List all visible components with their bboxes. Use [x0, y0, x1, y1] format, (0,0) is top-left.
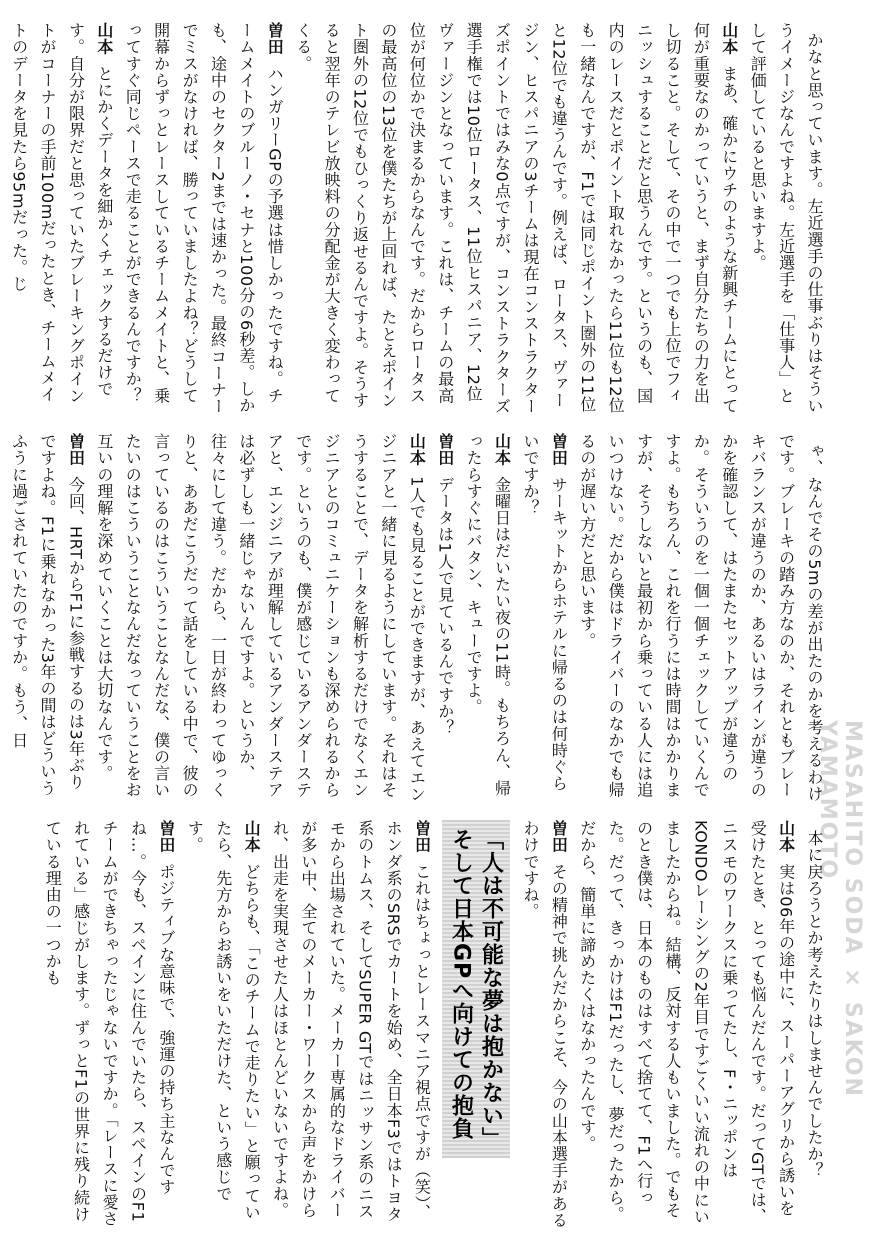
speaker-label: 曽田 — [412, 820, 432, 854]
paragraph — [265, 820, 435, 1230]
text-tier-bottom — [40, 820, 828, 1230]
paragraph-text: まあ、確かにウチのような新興チームにとって何が重要なのかっていうと、まず自分たちの力を出し切ること。そして、その中で一つでも上位でフィニッシュすることだと思うんです。というのも、国内のレースだとポイント取れなかったら11位も12位も一緒なんですが、F1では同じポイント圏外の11位と12位でも違うんです。例えば、ロータス、ヴァージン、ヒスパニアの3チームは現在コンストラクターズポイントではみな0点ですが、コンストラクターズ選手権では10位ロータス、11位ヒスパニア、12位ヴァージンとなっています。これは、チームの最高位が何位かで決まるからなんです。だからロータスの最高位の13位を僕たちが上回れば、たとえポイント圏外の12位でもひっくり返せるんですよ。そうすると翌年のテレビ放映料の分配金が大きく変わってくる。 — [293, 22, 739, 415]
speaker-label: 山本 — [492, 433, 512, 467]
speaker-label: 曽田 — [435, 433, 455, 467]
paragraph-text: どちらも、「このチームで走りたい」と願っていたら、先方からお誘いをいただけた、という感じです。 — [185, 820, 262, 1221]
paragraph — [743, 22, 828, 415]
paragraph — [288, 22, 743, 415]
paragraph-text: 今回、HRTからF1に参戦するのは3年ぶりですよね。F1に乗れなかった3年の間はどういうふうに過ごされていたのですか。もう、日 — [9, 433, 86, 797]
speaker-label: 山本 — [719, 22, 739, 56]
paragraph — [180, 820, 265, 1230]
paragraph — [572, 820, 799, 1230]
speaker-label: 曽田 — [549, 433, 569, 467]
paragraph-text: データは1人で見ているんですか？ — [435, 476, 455, 736]
speaker-label: 曽田 — [66, 433, 86, 467]
speaker-label: 曽田 — [265, 22, 285, 56]
paragraph — [800, 820, 828, 1230]
text-tier-top — [9, 22, 828, 415]
paragraph — [4, 22, 118, 415]
paragraph-text: これはちょっとレースマニア視点ですが（笑）、ホンダ系のSRSでカートを始め、全日本F3ではトヨタ系のトムス、そしてSUPER GTではニッサン系のニスモから出場されていた。メーカー専属的なドライバーが多い中、全てのメーカー・ワークスから声をかけられ、出走を実現させた人はほとんどいないですよね。 — [270, 820, 432, 1223]
paragraph — [89, 433, 430, 803]
speaker-label: 山本 — [776, 820, 796, 854]
paragraph — [38, 820, 180, 1230]
paragraph-text: かなと思っています。左近選手の仕事ぶりはそういうイメージなんですよね。左近選手を「仕事人」として評価していると思いますよ。 — [748, 22, 824, 414]
paragraph-text: 実は06年の途中に、スーパーアグリから誘いを受けたとき、とっても悩んだんです。だってGTでは、ニスモのワークスに乗ってたし、F・ニッポンはKONDOレーシングの2年目ですごくいい流れの中にいましたからね。結構、反対する人もいました。でもそのとき僕は、日本のものはすべて捨てて、F1へ行った。だって、きっかけはF1だったし、夢だったから。だから、簡単に諦めたくはなかったんです。 — [577, 820, 796, 1225]
speaker-label: 曽田 — [156, 820, 176, 854]
paragraph — [430, 433, 458, 803]
speaker-label: 山本 — [94, 22, 114, 56]
text-tier-middle — [9, 433, 828, 803]
section-heading-line-2: そして日本GPへ向けての抱負 — [448, 828, 474, 1141]
paragraph — [516, 820, 573, 1230]
paragraph — [459, 433, 516, 803]
paragraph-text: 1人でも見ることができますが、あえてエンジニアと一緒に見るようにしています。それはそうすることで、データを解析するだけでなくエンジニアとのコミュニケーションも深められるからです。というのも、僕が感じているアンダーステアと、エンジニアが理解しているアンダーステアは必ずしも一緒じゃないんですよ。というか、往々にして違う。だから、一日が終わってゆっくりと、ああだこうだって話をしている中で、彼の言っているのはこういうことなんだな、僕の言いたいのはこういうことなんだなっていうことをお互いの理解を深めていくことは大切なんです。 — [94, 433, 427, 803]
paragraph-text: とにかくデータを細かくチェックするだけです。自分が限界だと思っていたブレーキングポイントがコーナーの手前100mだったとき、チームメイトのデータを見たら95mだった。じ — [9, 22, 114, 404]
paragraph-text: ハンガリーGPの予選は惜しかったですね。チームメイトのブルーノ・セナと100分の6秒差。しかも、途中のセクター2までは速かった。最終コーナーでミスがなければ、勝っていましたよね？どうして開幕からずっとレースしているチームメイトと、乗ってすぐ同じペースで走ることができるんですか？ — [123, 22, 285, 415]
paragraph-text: 本に戻ろうとか考えたりはしませんでしたか？ — [805, 830, 824, 1179]
speaker-label: 山本 — [407, 433, 427, 467]
paragraph — [4, 433, 89, 803]
speaker-label: 曽田 — [549, 820, 569, 854]
paragraph — [516, 433, 573, 803]
paragraph-text: サーキットからホテルに帰るのは何時ぐらいですか？ — [520, 433, 569, 792]
paragraph — [118, 22, 288, 415]
speaker-label: 山本 — [242, 820, 262, 854]
paragraph-text: 金曜日はだいたい夜の11時。もちろん、帰ったらすぐにバタン、キューですよ。 — [464, 433, 512, 797]
section-heading-line-1: 「人は不可能な夢は抱かない」 — [478, 828, 504, 1150]
section-heading — [442, 820, 510, 1158]
running-head: MASAHITO SODA × SAKON YAMAMOTO — [815, 720, 865, 1098]
paragraph-text: ゃ、なんでその5mの差が出たのかを考えるわけです。ブレーキの踏み方なのか、それともブレーキバランスが違うのか、あるいはラインが違うのかを確認して、はたまたセットアップが違うのか。そういうのを一個一個チェックしていくんですよ。もちろん、これを行うには時間はかかりますが、そうしないと最初から乗っている人には追いつけない。だから僕はドライバーのなかでも帰るのが遅い方だと思います。 — [577, 433, 824, 802]
paragraph — [572, 433, 828, 803]
paragraph-text: その精神で挑んだからこそ、今の山本選手があるわけですね。 — [520, 820, 569, 1229]
paragraph-text: ポジティブな意味で、強運の持ち主なんですね…。今も、スペインに住んでいたら、スペインのF1チームができちゃったじゃないですか。「レースに愛されている」感じがします。ずっとF1の世界に残り続けている理由の一つかも — [43, 820, 176, 1227]
